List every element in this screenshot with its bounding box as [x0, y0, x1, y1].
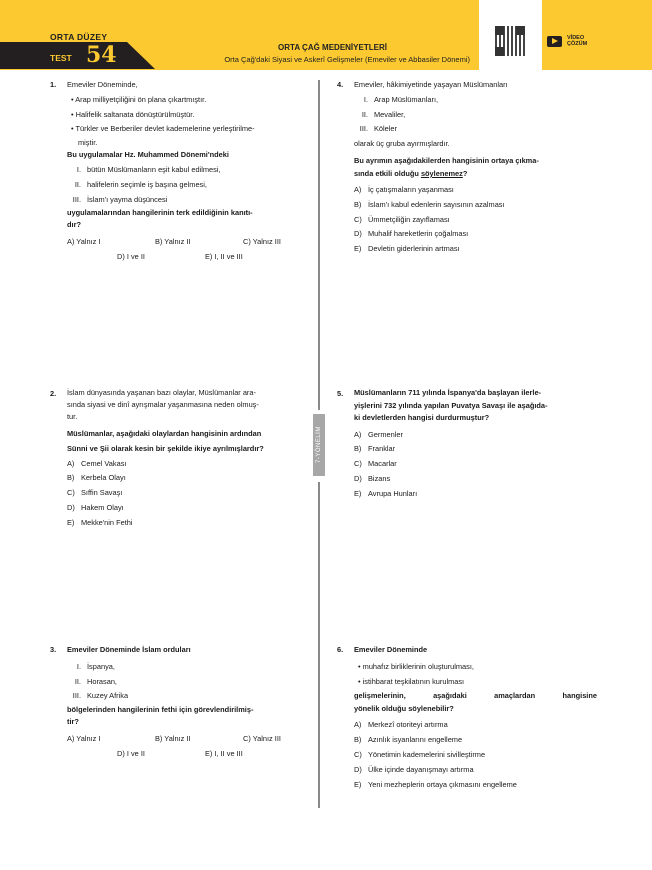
- option-b[interactable]: B) Yalnız II: [155, 734, 191, 744]
- option-text: Franklar: [368, 444, 396, 454]
- question-text-cont: ki devletlerden hangisi durdurmuştur?: [354, 413, 490, 422]
- roman-text: Köleler: [374, 124, 398, 134]
- question-number: 1.: [50, 80, 57, 89]
- roman-numeral: II.: [74, 676, 81, 686]
- option-letter: E): [354, 244, 362, 254]
- option-text: Azınlık isyanlarını engelleme: [368, 735, 463, 745]
- bullet-item: • Türkler ve Berberiler devlet kademelerine yerleştirilme-: [67, 122, 308, 137]
- bullet-item: • istihbarat teşkilatının kurulması: [354, 675, 597, 690]
- option-letter: A): [67, 458, 75, 468]
- question-text: Müslümanların 711 yılında İspanya'da başlayan ilerle-: [354, 388, 542, 397]
- option-b[interactable]: [67, 471, 308, 486]
- column-divider-top: [318, 80, 320, 410]
- video-solution-button[interactable]: [547, 35, 587, 47]
- question-number: 4.: [337, 80, 344, 89]
- negation-underlined: söylenemez: [420, 168, 463, 178]
- option-a[interactable]: [354, 718, 597, 733]
- option-d[interactable]: D) I ve II: [117, 748, 145, 758]
- option-b[interactable]: B) Yalnız II: [155, 237, 191, 247]
- option-d[interactable]: [354, 472, 597, 487]
- option-a[interactable]: [67, 457, 308, 472]
- option-e[interactable]: E) I, II ve III: [205, 252, 243, 262]
- option-a[interactable]: A) Yalnız I: [67, 237, 101, 247]
- option-e[interactable]: [354, 778, 597, 793]
- option-letter: A): [354, 720, 362, 730]
- bullet-item: • Arap milliyetçiliğini ön plana çıkartmıştır.: [67, 93, 308, 108]
- question-text: gelişmelerinin, aşağıdaki amaçlardan hangisine: [354, 691, 597, 701]
- roman-numeral: III.: [359, 124, 368, 134]
- option-letter: E): [67, 517, 75, 527]
- question-text: Müslümanlar, aşağıdaki olaylardan hangisinin ardından: [67, 429, 262, 438]
- option-text: Bizans: [368, 473, 391, 483]
- options-row-1: [67, 732, 308, 747]
- question-intro-cont: sında siyasi ve dinî ayrışmalar yaşanmasına neden olmuş-: [67, 400, 259, 409]
- option-letter: C): [354, 459, 362, 469]
- option-letter: E): [354, 488, 362, 498]
- side-tab: 7-YÖNELİM: [313, 414, 325, 476]
- option-text: Kerbela Olayı: [81, 473, 126, 483]
- roman-numeral: I.: [363, 94, 368, 104]
- question-text-part: sında etkili olduğu: [354, 168, 421, 178]
- option-letter: A): [354, 184, 362, 194]
- option-c[interactable]: [67, 486, 308, 501]
- question-stem: Bu uygulamalar Hz. Muhammed Dönemi'ndeki: [67, 150, 229, 160]
- option-b[interactable]: [354, 198, 597, 213]
- option-letter: C): [354, 214, 362, 224]
- test-label: TEST: [50, 53, 72, 63]
- question-intro: Emeviler Döneminde: [354, 645, 428, 654]
- question-text: Bu ayrımın aşağıdakilerden hangisinin ortaya çıkma-: [354, 155, 539, 165]
- question-intro: İslam dünyasında yaşanan bazı olaylar, Müslümanlar ara-: [67, 388, 256, 397]
- option-d[interactable]: D) I ve II: [117, 252, 145, 262]
- roman-item: [67, 689, 308, 704]
- bullet-item-cont: miştir.: [78, 138, 98, 148]
- option-e[interactable]: [354, 487, 597, 502]
- roman-text: Arap Müslümanları,: [374, 94, 439, 104]
- column-divider-bottom: [318, 482, 320, 808]
- option-c[interactable]: [354, 213, 597, 228]
- roman-numeral: III.: [72, 194, 81, 204]
- option-letter: D): [67, 502, 75, 512]
- question-text-cont: yişlerini 732 yılında yapılan Puvatya Savaşı ile aşağıda-: [354, 400, 548, 410]
- roman-numeral: I.: [76, 661, 81, 671]
- question-number: 3.: [50, 645, 57, 654]
- qr-code-icon[interactable]: [495, 26, 525, 56]
- option-text: Yönetimin kademelerini sivilleştirme: [368, 749, 486, 759]
- option-letter: E): [354, 779, 362, 789]
- question-text-cont: Sünni ve Şii olarak kesin bir şekilde ikiye ayrılmışlardır?: [67, 443, 264, 453]
- question-stem: Emeviler Döneminde İslam orduları: [67, 645, 191, 654]
- roman-item: [67, 660, 308, 675]
- question-1: [50, 78, 308, 265]
- question-6: [337, 643, 597, 792]
- roman-item: [67, 193, 308, 208]
- roman-numeral: III.: [72, 691, 81, 701]
- option-letter: B): [354, 735, 362, 745]
- option-text: Ülke içinde dayanışmayı artırma: [368, 764, 474, 774]
- option-d[interactable]: [354, 763, 597, 778]
- question-text-cont: [354, 167, 597, 180]
- option-text: Devletin giderlerinin artması: [368, 244, 460, 254]
- option-a[interactable]: [354, 428, 597, 443]
- option-d[interactable]: [67, 501, 308, 516]
- question-intro: Emeviler, hâkimiyetinde yaşayan Müslümanları: [354, 80, 508, 89]
- roman-numeral: I.: [76, 164, 81, 174]
- question-5: [337, 387, 597, 501]
- question-intro-cont: tur.: [67, 412, 78, 421]
- option-letter: B): [67, 473, 75, 483]
- option-letter: D): [354, 229, 362, 239]
- option-text: Avrupa Hunları: [368, 488, 418, 498]
- question-text-cont: yönelik olduğu söylenebilir?: [354, 704, 454, 714]
- roman-text: Horasan,: [87, 676, 117, 686]
- roman-text: Mevaliler,: [374, 109, 406, 119]
- question-intro: Emeviler Döneminde,: [67, 80, 138, 89]
- option-e[interactable]: [67, 516, 308, 531]
- roman-text: halifelerin seçimle iş başına gelmesi,: [87, 179, 207, 189]
- option-letter: D): [354, 764, 362, 774]
- unit-title: ORTA ÇAĞ MEDENİYETLERİ: [278, 43, 387, 52]
- option-letter: B): [354, 444, 362, 454]
- roman-numeral: II.: [74, 179, 81, 189]
- option-letter: D): [354, 473, 362, 483]
- roman-item: [354, 122, 597, 137]
- option-a[interactable]: [354, 183, 597, 198]
- roman-item: [67, 163, 308, 178]
- roman-item: [67, 178, 308, 193]
- question-number: 2.: [50, 389, 57, 398]
- option-text: Ümmetçiliğin zayıflaması: [368, 214, 450, 224]
- option-text: İç çatışmaların yaşanması: [368, 184, 454, 194]
- option-text: İslam'ı kabul edenlerin sayısının azalması: [368, 199, 505, 209]
- question-4: [337, 78, 597, 257]
- question-number: 6.: [337, 645, 344, 654]
- option-c[interactable]: [354, 748, 597, 763]
- option-text: Sıffin Savaşı: [81, 488, 123, 498]
- option-c[interactable]: [354, 457, 597, 472]
- difficulty-level: ORTA DÜZEY: [50, 32, 108, 42]
- roman-text: İspanya,: [87, 661, 115, 671]
- option-c[interactable]: C) Yalnız III: [243, 237, 281, 247]
- bullet-item: • Halifelik saltanata dönüştürülmüştür.: [67, 108, 308, 123]
- option-text: Germenler: [368, 429, 403, 439]
- video-label-line1: VİDEO: [567, 35, 585, 41]
- options-row-2: [67, 747, 308, 762]
- roman-text: Kuzey Afrika: [87, 691, 129, 701]
- option-a[interactable]: A) Yalnız I: [67, 734, 101, 744]
- question-text-cont: dır?: [67, 220, 81, 230]
- question-text-cont: tir?: [67, 717, 79, 727]
- option-letter: C): [67, 488, 75, 498]
- question-mark: ?: [462, 168, 468, 178]
- option-e[interactable]: [354, 242, 597, 257]
- options-row-2: [67, 250, 308, 265]
- option-c[interactable]: C) Yalnız III: [243, 734, 281, 744]
- question-after: olarak üç gruba ayırmışlardır.: [354, 139, 450, 149]
- roman-item: [354, 93, 597, 108]
- question-number: 5.: [337, 389, 344, 398]
- roman-item: [354, 108, 597, 123]
- roman-text: bütün Müslümanların eşit kabul edilmesi,: [87, 164, 221, 174]
- question-text: bölgelerinden hangilerinin fethi için görevlendirilmiş-: [67, 705, 254, 715]
- option-b[interactable]: [354, 733, 597, 748]
- options-row-1: [67, 235, 308, 250]
- option-letter: B): [354, 199, 362, 209]
- question-3: [50, 643, 308, 762]
- option-e[interactable]: E) I, II ve III: [205, 748, 243, 758]
- question-2: [50, 387, 308, 531]
- roman-item: [67, 675, 308, 690]
- option-text: Hakem Olayı: [81, 502, 124, 512]
- option-text: Merkezî otoriteyi artırma: [368, 720, 448, 730]
- test-number: 54: [86, 42, 117, 68]
- video-label-line2: ÇÖZÜM: [567, 41, 588, 47]
- option-letter: A): [354, 429, 362, 439]
- video-label: [567, 35, 587, 47]
- bullet-item: • muhafız birliklerinin oluşturulması,: [354, 660, 597, 675]
- option-b[interactable]: [354, 442, 597, 457]
- option-letter: C): [354, 749, 362, 759]
- roman-numeral: II.: [361, 109, 368, 119]
- option-text: Yeni mezheplerin ortaya çıkmasını engelleme: [368, 779, 517, 789]
- play-icon: [547, 36, 562, 47]
- option-text: Macarlar: [368, 459, 397, 469]
- option-text: Muhalif hareketlerin çoğalması: [368, 229, 469, 239]
- question-text: uygulamalarından hangilerinin terk edildiğinin kanıtı-: [67, 208, 253, 218]
- option-text: Mekke'nin Fethi: [81, 517, 133, 527]
- roman-text: İslam'ı yayma düşüncesi: [87, 194, 168, 204]
- unit-subtitle: Orta Çağ'daki Siyasi ve Askerî Gelişmeler (Emeviler ve Abbasiler Dönemi): [224, 55, 470, 64]
- option-d[interactable]: [354, 227, 597, 242]
- option-text: Cemel Vakası: [81, 458, 127, 468]
